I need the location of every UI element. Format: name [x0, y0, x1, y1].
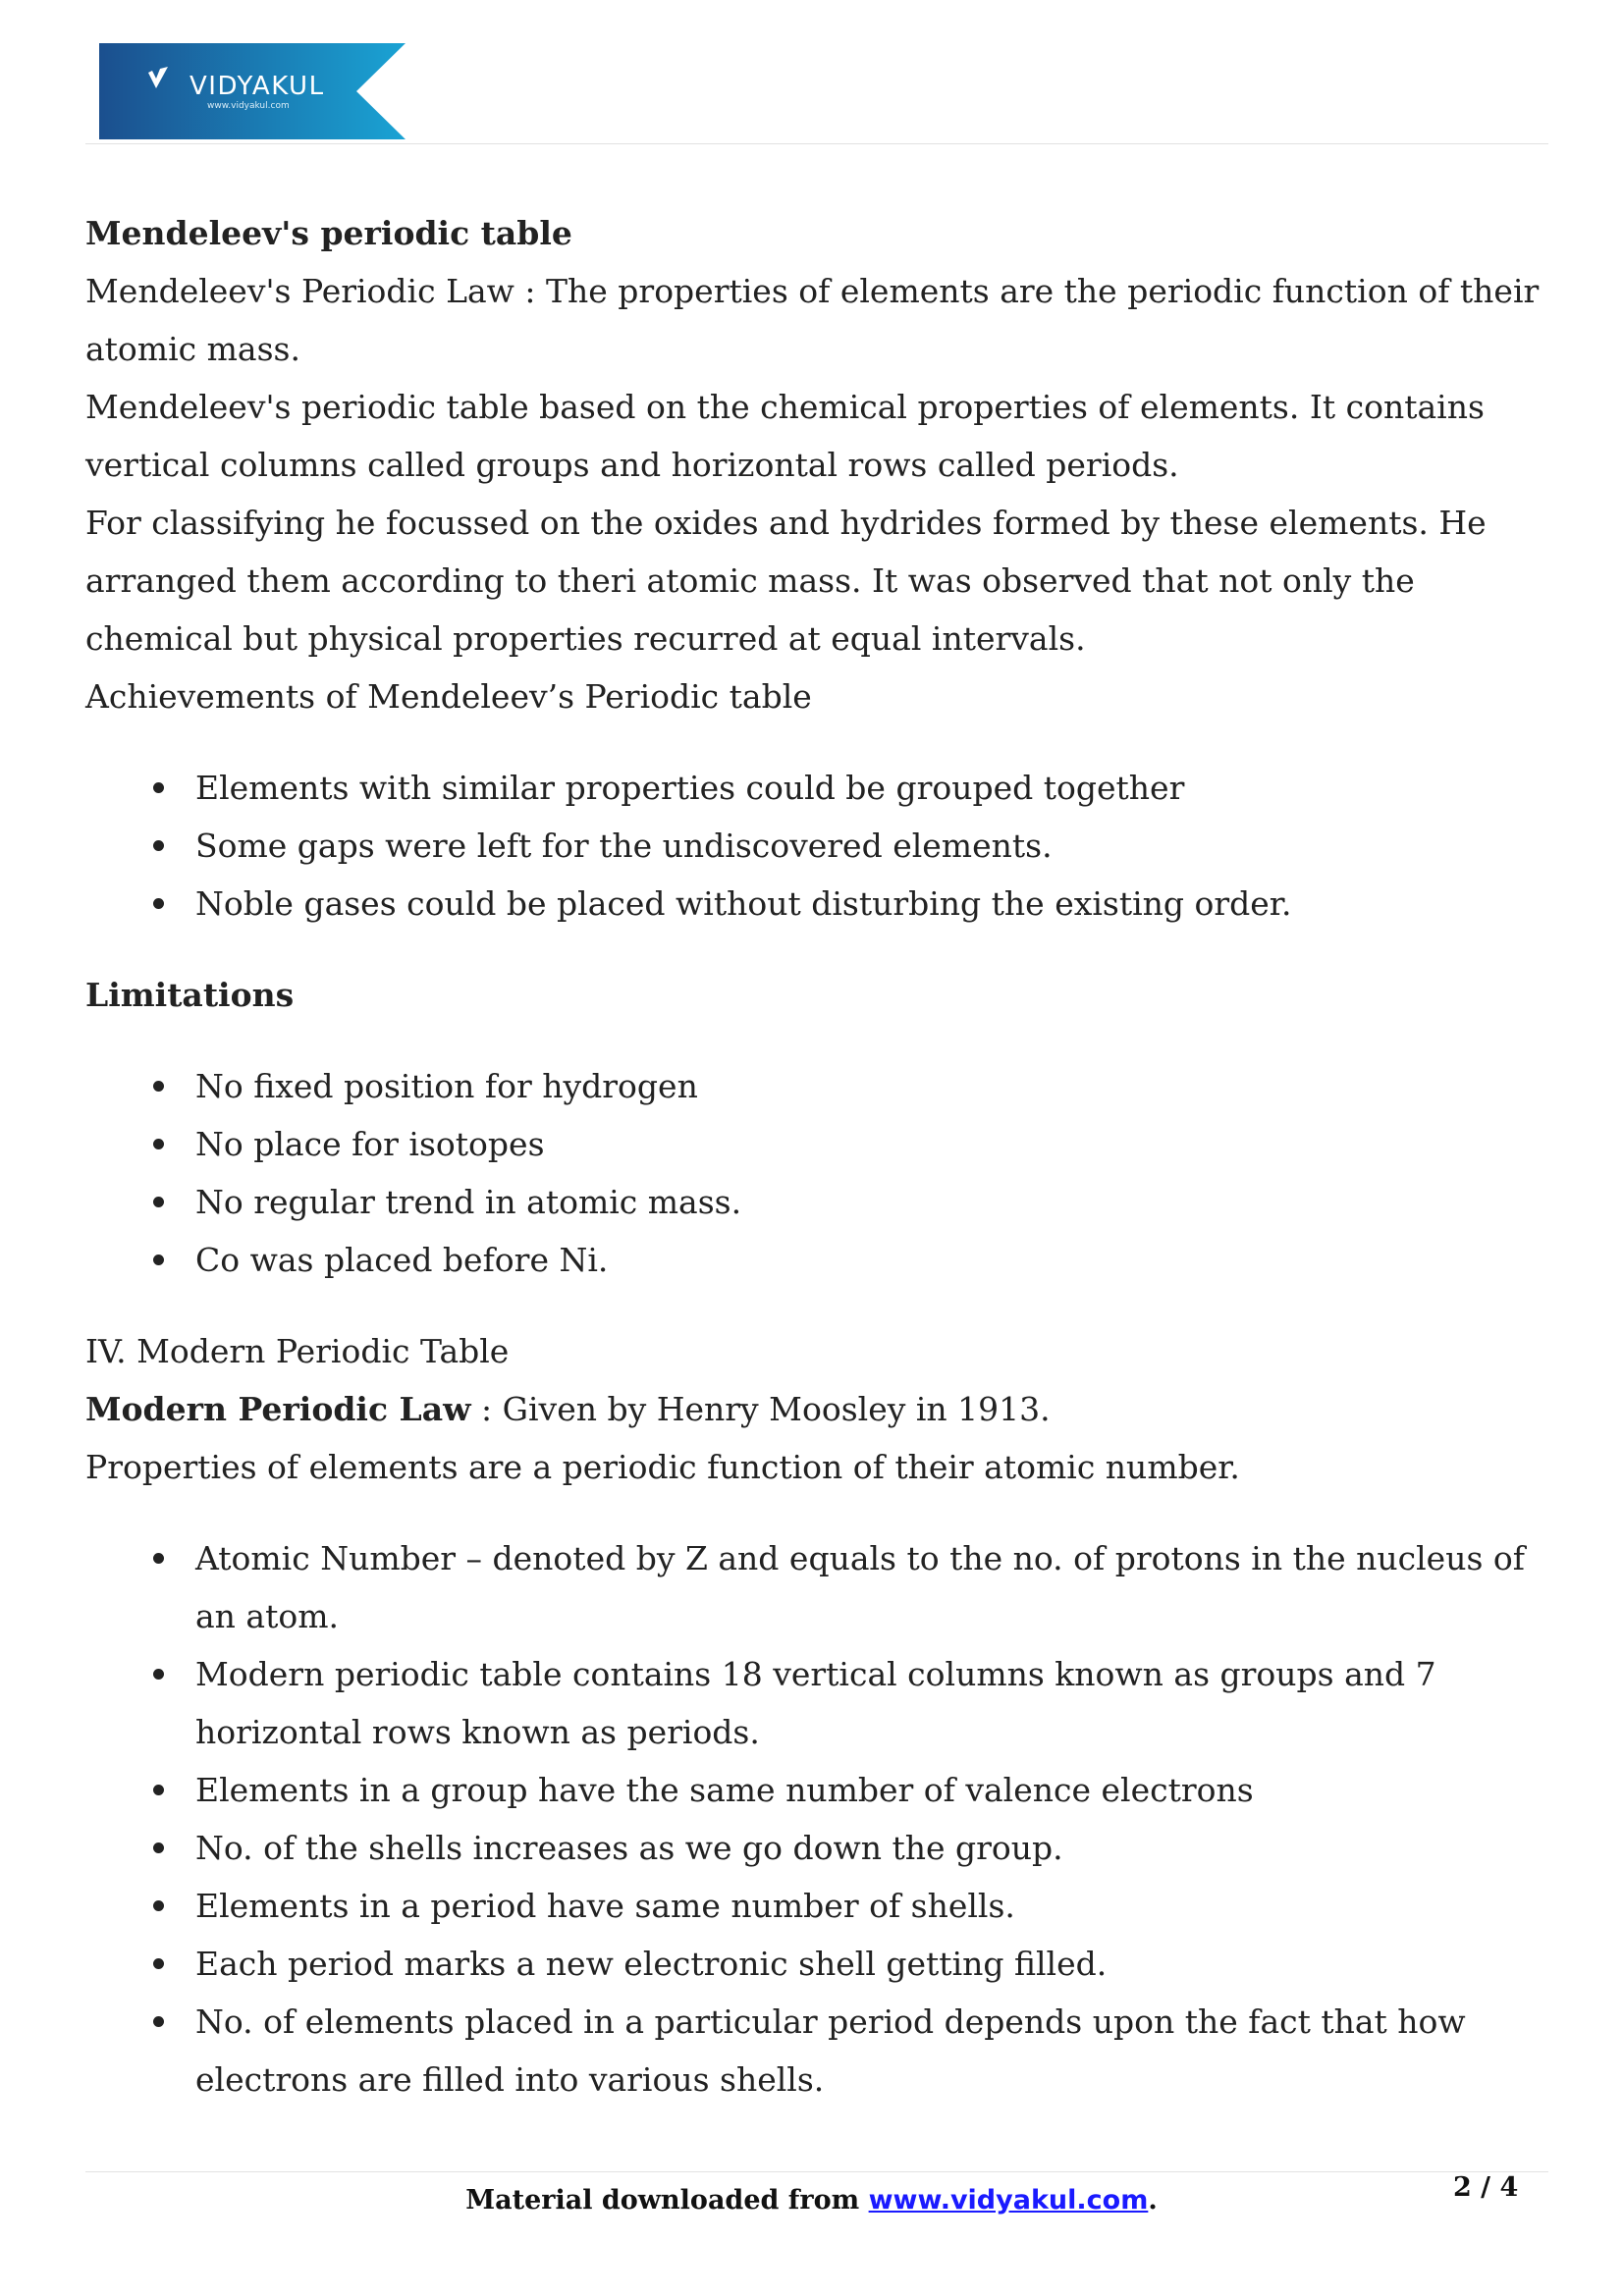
list-item: No regular trend in atomic mass.: [85, 1173, 1558, 1231]
list-item: Atomic Number – denoted by Z and equals to the no. of protons in the nucleus of an atom.: [85, 1529, 1558, 1645]
modern-law-term: Modern Periodic Law: [85, 1390, 471, 1428]
vidyakul-logo[interactable]: [99, 43, 406, 139]
list-item: Each period marks a new electronic shell getting filled.: [85, 1935, 1558, 1993]
footer-prefix: Material downloaded from: [465, 2185, 869, 2216]
paragraph-modern-definition: Properties of elements are a periodic function of their atomic number.: [85, 1448, 1240, 1486]
logo-text: VIDYAKUL: [189, 72, 325, 101]
list-item: No place for isotopes: [85, 1115, 1558, 1173]
achievements-list: [85, 759, 1558, 933]
paragraph-modern-law: [85, 1380, 1558, 1438]
paragraph-classification: For classifying he focussed on the oxides and hydrides formed by these elements. He arranged them according to theri atomic mass. It was observed that not only the chemical but physical properties recurred at equal intervals.: [85, 504, 1487, 658]
document-body: [85, 204, 1558, 2109]
list-item: No. of the shells increases as we go down the group.: [85, 1819, 1558, 1877]
limitations-list: [85, 1057, 1558, 1289]
paragraph-periodic-law: Mendeleev's Periodic Law : The properties of elements are the periodic function of their atomic mass.: [85, 272, 1540, 368]
section-heading-mendeleev: Mendeleev's periodic table: [85, 214, 572, 252]
list-item: Elements in a group have the same number of valence electrons: [85, 1761, 1558, 1819]
header-divider: [85, 143, 1548, 144]
list-item: No. of elements placed in a particular period depends upon the fact that how electrons are filled into various shells.: [85, 1993, 1558, 2109]
modern-points-list: [85, 1529, 1558, 2109]
list-item: No fixed position for hydrogen: [85, 1057, 1558, 1115]
list-item: Noble gases could be placed without disturbing the existing order.: [85, 875, 1558, 933]
footer-divider: [85, 2171, 1548, 2172]
logo-url: www.vidyakul.com: [207, 101, 290, 111]
footer-suffix: .: [1148, 2185, 1158, 2216]
list-item: Modern periodic table contains 18 vertical columns known as groups and 7 horizontal rows known as periods.: [85, 1645, 1558, 1761]
footer-website-link[interactable]: www.vidyakul.com: [868, 2185, 1149, 2216]
list-item: Some gaps were left for the undiscovered elements.: [85, 817, 1558, 875]
paragraph-table-description: Mendeleev's periodic table based on the chemical properties of elements. It contains vertical columns called groups and horizontal rows called periods.: [85, 388, 1485, 484]
footer-credit: [0, 2181, 1623, 2220]
list-item: Elements with similar properties could be grouped together: [85, 759, 1558, 817]
paragraph-achievements-intro: Achievements of Mendeleev’s Periodic table: [85, 677, 812, 716]
list-item: Co was placed before Ni.: [85, 1231, 1558, 1289]
modern-law-description: : Given by Henry Moosley in 1913.: [470, 1390, 1051, 1428]
section-heading-limitations: Limitations: [85, 976, 295, 1014]
list-item: Elements in a period have same number of shells.: [85, 1877, 1558, 1935]
section-title-modern-table: IV. Modern Periodic Table: [85, 1332, 510, 1370]
page-number: 2 / 4: [1453, 2172, 1519, 2203]
